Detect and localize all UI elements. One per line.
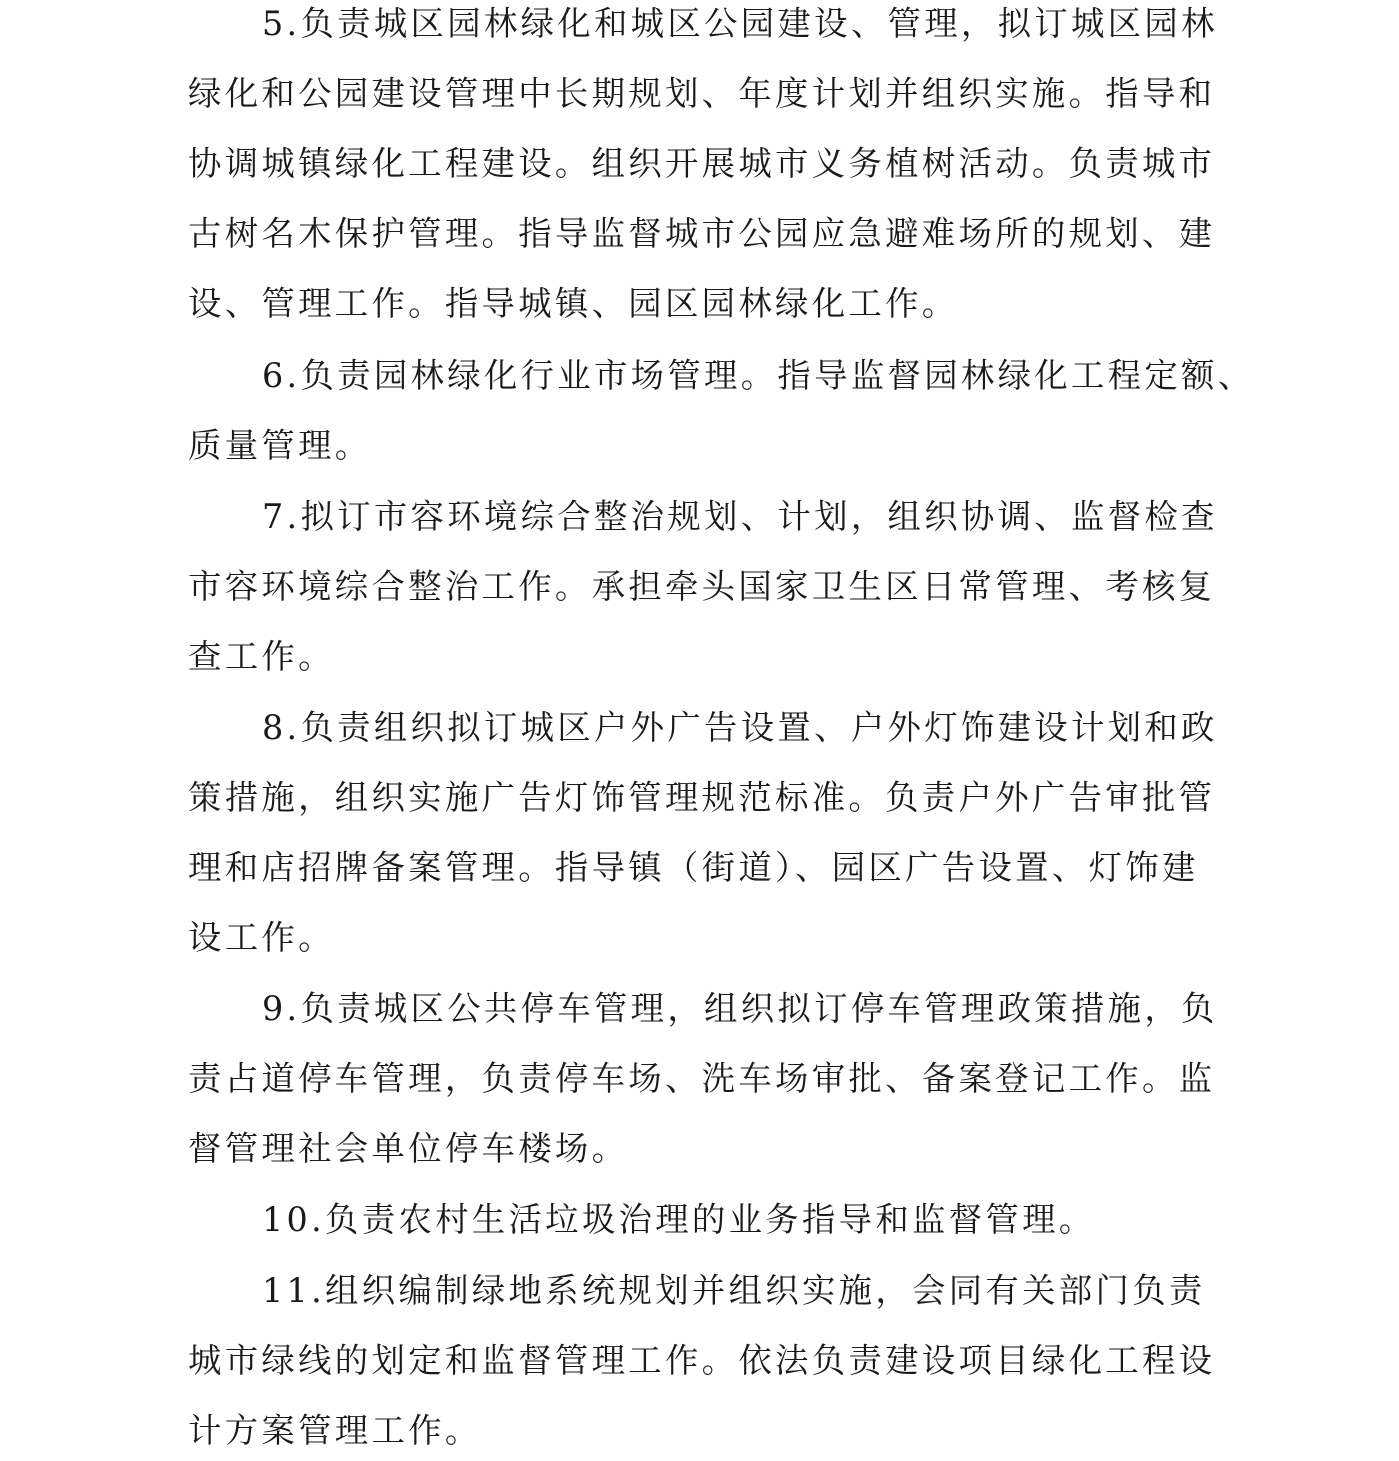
text-line: 10.负责农村生活垃圾治理的业务指导和监督管理。 xyxy=(262,1200,1096,1239)
text-line: 责占道停车管理，负责停车场、洗车场审批、备案登记工作。监 xyxy=(188,1059,1216,1098)
text-line: 9.负责城区公共停车管理，组织拟订停车管理政策措施，负 xyxy=(262,989,1218,1028)
text-line: 质量管理。 xyxy=(188,426,372,465)
text-line: 6.负责园林绿化行业市场管理。指导监督园林绿化工程定额、 xyxy=(262,356,1255,395)
text-line: 11.组织编制绿地系统规划并组织实施，会同有关部门负责 xyxy=(262,1271,1206,1310)
text-line: 督管理社会单位停车楼场。 xyxy=(188,1129,629,1168)
text-line: 策措施，组织实施广告灯饰管理规范标准。负责户外广告审批管 xyxy=(188,778,1216,817)
text-line: 理和店招牌备案管理。指导镇（街道）、园区广告设置、灯饰建 xyxy=(188,848,1199,887)
text-line: 市容环境综合整治工作。承担牵头国家卫生区日常管理、考核复 xyxy=(188,567,1216,606)
text-line: 协调城镇绿化工程建设。组织开展城市义务植树活动。负责城市 xyxy=(188,144,1216,183)
text-line: 古树名木保护管理。指导监督城市公园应急避难场所的规划、建 xyxy=(188,214,1216,253)
text-line: 计方案管理工作。 xyxy=(188,1411,482,1450)
text-line: 城市绿线的划定和监督管理工作。依法负责建设项目绿化工程设 xyxy=(188,1341,1216,1380)
text-line: 5.负责城区园林绿化和城区公园建设、管理，拟订城区园林 xyxy=(262,4,1218,43)
text-line: 8.负责组织拟订城区户外广告设置、户外灯饰建设计划和政 xyxy=(262,708,1218,747)
text-line: 7.拟订市容环境综合整治规划、计划，组织协调、监督检查 xyxy=(262,497,1218,536)
text-line: 设、管理工作。指导城镇、园区园林绿化工作。 xyxy=(188,284,959,323)
text-line: 绿化和公园建设管理中长期规划、年度计划并组织实施。指导和 xyxy=(188,74,1216,113)
text-line: 查工作。 xyxy=(188,637,335,676)
text-line: 设工作。 xyxy=(188,918,335,957)
document-page xyxy=(188,0,1255,1457)
